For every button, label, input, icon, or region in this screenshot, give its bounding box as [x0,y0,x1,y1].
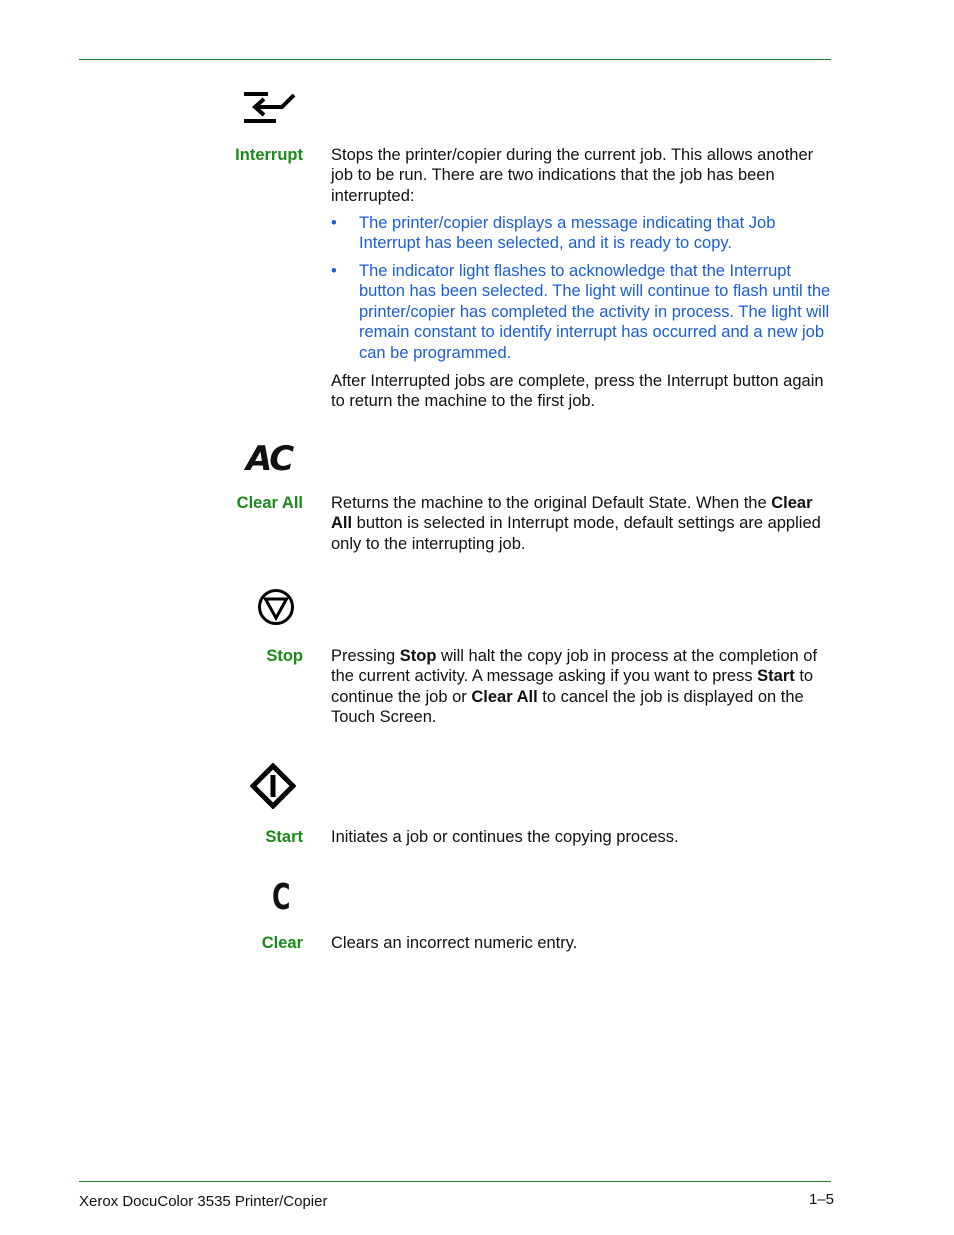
text-run: Returns the machine to the original Default State. When the [331,494,772,512]
interrupt-outro: After Interrupted jobs are complete, press the Interrupt button again to return the machine to the first job. [331,372,824,411]
bullet-marker: • [331,214,337,232]
footer-rule [79,1181,831,1182]
bold-term: Clear All [331,494,813,533]
start-description: Initiates a job or continues the copying process. [331,828,679,846]
interrupt-icon [244,92,296,124]
text-run: Pressing [331,647,400,665]
bullet-marker: • [331,262,337,280]
stop-description [331,646,831,728]
stop-icon [257,588,295,626]
start-label: Start [265,828,303,846]
clear-description: Clears an incorrect numeric entry. [331,934,578,952]
bold-term: Clear All [471,687,538,706]
stop-label: Stop [266,647,303,665]
text-run: will halt the copy job in process at the completion of the current activity. A message asking if you want to press [331,647,818,686]
page-number: 1–5 [808,1191,834,1208]
clear-icon-text: C [272,877,291,918]
bold-term: Start [757,667,795,686]
clear-label: Clear [261,934,303,952]
clear-all-description [331,493,831,554]
list-item [331,213,831,254]
clear-icon [272,877,290,919]
interrupt-intro: Stops the printer/copier during the current job. This allows another job to be run. There are two indications that the job has been interrupted: [331,146,814,205]
bullet-text: The printer/copier displays a message indicating that Job Interrupt has been selected, and it is ready to copy. [359,214,776,253]
interrupt-label: Interrupt [235,146,303,164]
text-run: to cancel the job is displayed on the Touch Screen. [331,687,804,727]
list-item [331,261,831,363]
footer-title: Xerox DocuColor 3535 Printer/Copier [79,1193,328,1210]
ac-icon-text: AC [246,439,293,479]
ac-icon [246,439,292,479]
header-rule [79,59,831,60]
clear-all-label: Clear All [236,494,303,512]
start-icon [250,763,296,809]
text-run: button is selected in Interrupt mode, default settings are applied only to the interrupting job. [331,514,821,553]
bold-term: Stop [399,647,437,665]
text-run: to continue the job or [331,667,814,706]
bullet-text: The indicator light flashes to acknowledge that the Interrupt button has been selected. The light will continue to flash until the printer/copier has completed the activity in process. The light will remain constant to identify interrupt has occurred and a new job can be programmed. [359,262,831,362]
